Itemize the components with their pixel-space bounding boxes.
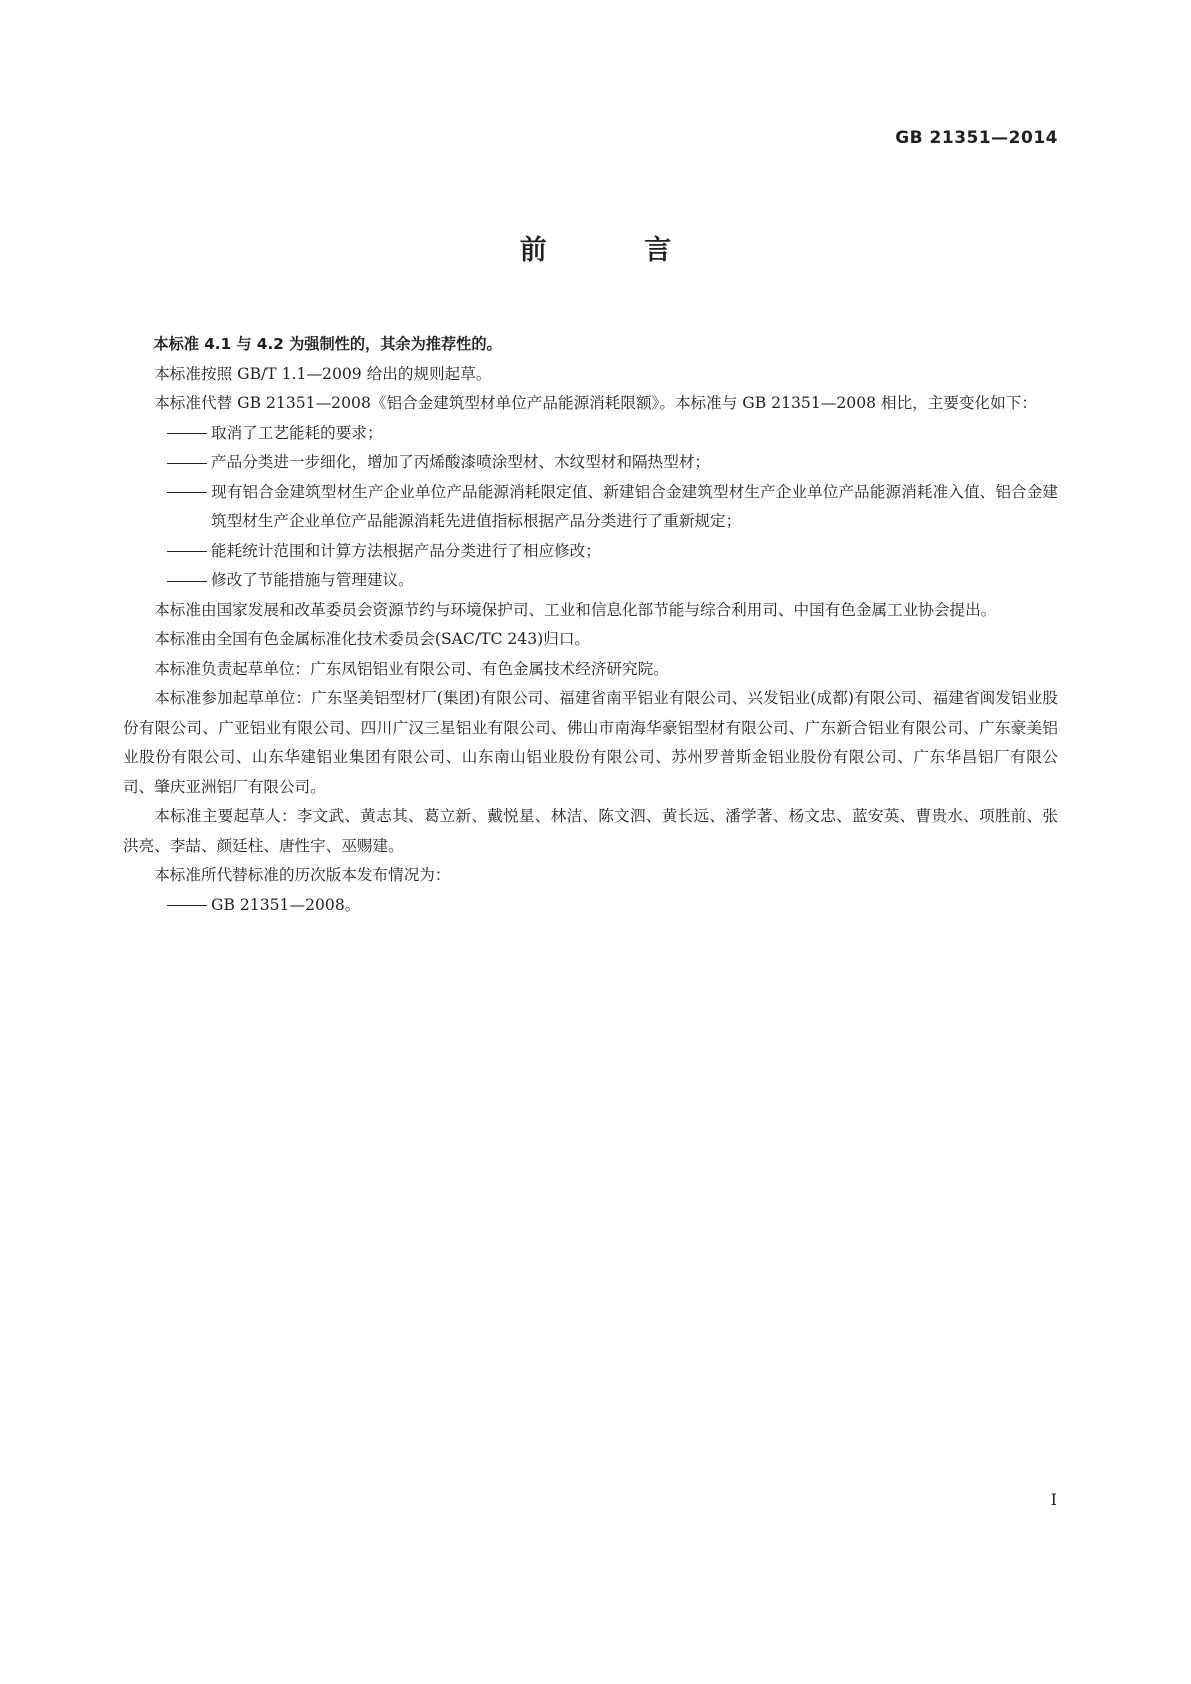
replacement-paragraph: 本标准代替 GB 21351—2008《铝合金建筑型材单位产品能源消耗限额》。本标准与 GB 21351—2008 相比，主要变化如下： xyxy=(154,394,1037,412)
drafting-rules-paragraph: 本标准按照 GB/T 1.1—2009 给出的规则起草。 xyxy=(154,364,492,383)
dash-marker xyxy=(167,537,211,567)
dash-marker xyxy=(167,566,211,596)
list-item-text: GB 21351—2008。 xyxy=(211,895,361,914)
page-title: 前 言 xyxy=(519,235,716,266)
list-item-text: 修改了节能措施与管理建议。 xyxy=(211,571,414,589)
history-intro-paragraph: 本标准所代替标准的历次版本发布情况为： xyxy=(154,866,451,884)
foreword-body xyxy=(123,330,1058,920)
list-item-text: 能耗统计范围和计算方法根据产品分类进行了相应修改； xyxy=(211,541,601,560)
dash-marker xyxy=(167,448,211,478)
list-item xyxy=(123,478,1058,537)
list-item-text: 产品分类进一步细化，增加了丙烯酸漆喷涂型材、木纹型材和隔热型材； xyxy=(211,453,711,471)
list-item xyxy=(123,566,1058,596)
dash-marker xyxy=(167,891,211,921)
lead-drafters-paragraph: 本标准负责起草单位：广东凤铝铝业有限公司、有色金属技术经济研究院。 xyxy=(154,659,669,678)
dash-marker xyxy=(167,419,211,449)
page-number: I xyxy=(1050,1490,1057,1509)
list-item-text: 取消了工艺能耗的要求； xyxy=(211,423,383,442)
document-code: GB 21351—2014 xyxy=(895,128,1058,148)
mandatory-clause-statement: 本标准 4.1 与 4.2 为强制性的，其余为推荐性的。 xyxy=(153,335,502,353)
list-item xyxy=(123,448,1058,478)
list-item xyxy=(123,537,1058,567)
dash-marker xyxy=(167,478,211,508)
list-item xyxy=(123,419,1058,449)
list-item xyxy=(123,891,1058,921)
participating-drafters-paragraph: 本标准参加起草单位：广东坚美铝型材厂(集团)有限公司、福建省南平铝业有限公司、兴发铝业(成都)有限公司、福建省闽发铝业股份有限公司、广亚铝业有限公司、四川广汉三星铝业有限公司、佛山市南海华豪铝型材有限公司、广东新合铝业有限公司、广东豪美铝业股份有限公司、山东华建铝业集团有限公司、山东南山铝业股份有限公司、苏州罗普斯金铝业股份有限公司、广东华昌铝厂有限公司、肇庆亚洲铝厂有限公司。 xyxy=(123,689,1058,796)
committee-paragraph: 本标准由全国有色金属标准化技术委员会(SAC/TC 243)归口。 xyxy=(154,630,591,648)
main-authors-paragraph: 本标准主要起草人：李文武、黄志其、葛立新、戴悦星、林洁、陈文泗、黄长远、潘学著、杨文忠、蓝安英、曹贵水、项胜前、张洪亮、李喆、颜廷柱、唐性宇、巫赐建。 xyxy=(123,807,1058,855)
history-list xyxy=(123,891,1058,921)
list-item-text: 现有铝合金建筑型材生产企业单位产品能源消耗限定值、新建铝合金建筑型材生产企业单位产品能源消耗准入值、铝合金建筑型材生产企业单位产品能源消耗先进值指标根据产品分类进行了重新规定； xyxy=(211,482,1058,530)
changes-list xyxy=(123,419,1058,596)
proposer-paragraph: 本标准由国家发展和改革委员会资源节约与环境保护司、工业和信息化部节能与综合利用司、中国有色金属工业协会提出。 xyxy=(154,600,997,619)
